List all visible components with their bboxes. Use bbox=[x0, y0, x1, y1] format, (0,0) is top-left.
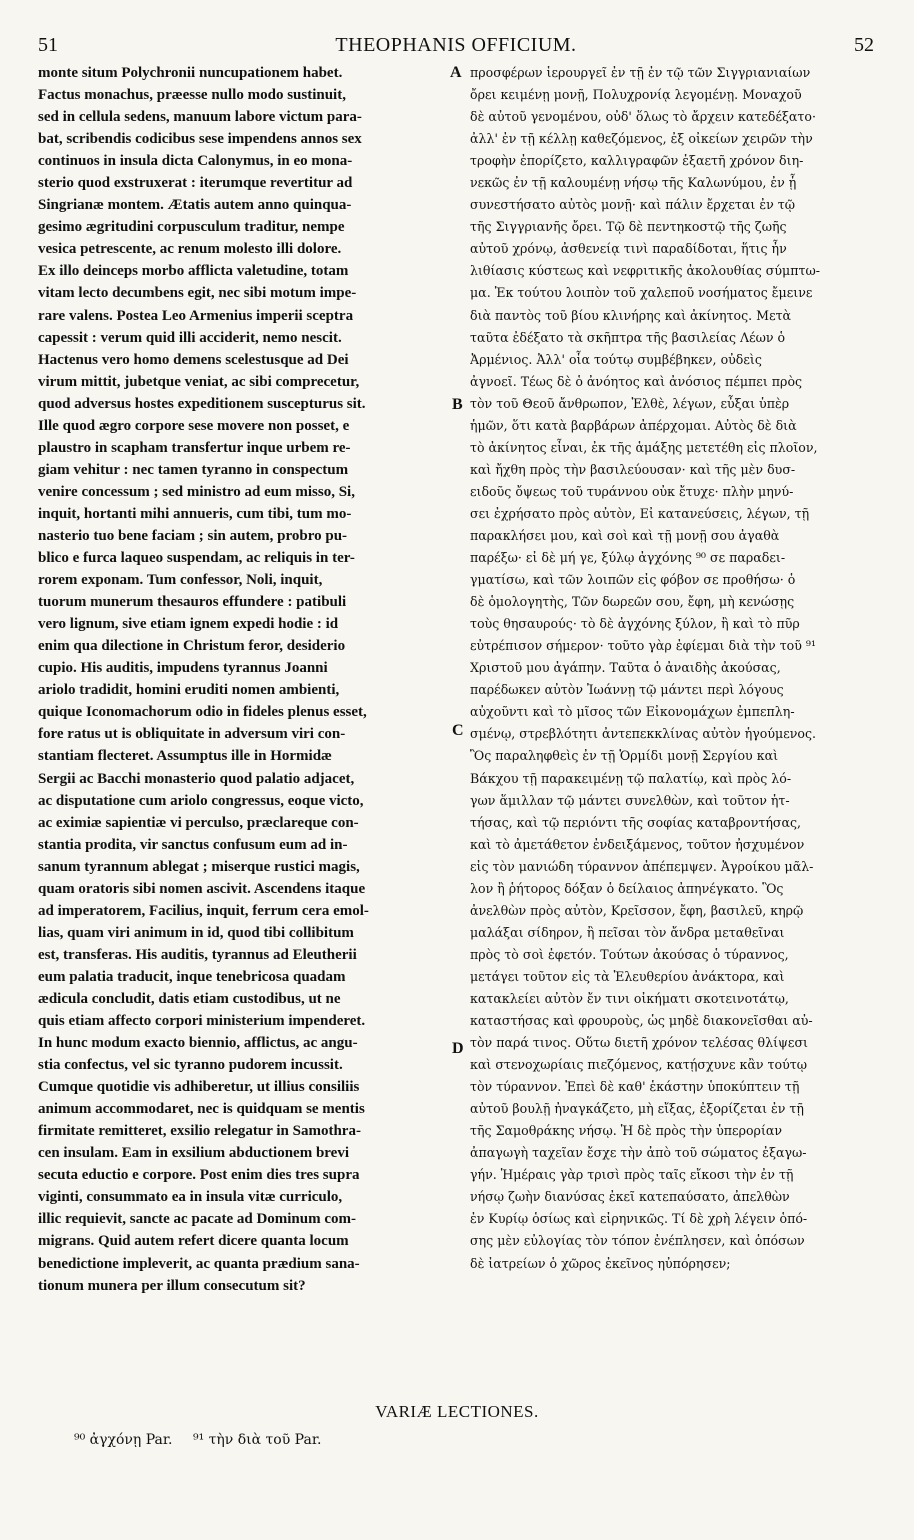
latin-text-line: sterio quod exstruxerat : iterumque revertitur ad bbox=[38, 175, 353, 192]
greek-text-line: τὸν τοῦ Θεοῦ ἄνθρωπον, Ἐλθὲ, λέγων, εὖξαι ὑπὲρ bbox=[470, 395, 790, 411]
latin-text-line: vero lignum, sive etiam ignem expedi hodie : id bbox=[38, 616, 339, 633]
greek-text-line: πρὸς τὸ σοὶ ἐφετόν. Τούτων ἀκούσας ὁ τύραννος, bbox=[470, 946, 789, 962]
latin-text-line: stantia prodita, vir sanctus confusum eum ad in- bbox=[38, 836, 348, 853]
latin-text-line: quis etiam affecto corpori ministerium impenderet. bbox=[38, 1013, 366, 1030]
greek-text-line: σης μὲν εὐλογίας τὸν τόπον ἐνέπλησεν, καὶ ὁπόσων bbox=[470, 1233, 805, 1249]
latin-text-line: virum mittit, jubetque veniat, ac sibi comprecetur, bbox=[38, 373, 360, 390]
greek-text-line: συνεστήσατο αὐτὸς μονῇ· καὶ πάλιν ἔρχεται ἐν τῷ bbox=[470, 197, 795, 213]
latin-text-line: gesimo ægritudini corpusculum traditur, nempe bbox=[38, 219, 345, 236]
latin-text-line: lias, quam viri animum in id, quod tibi collibitum bbox=[38, 924, 354, 941]
latin-text-line: venire concessum ; sed ministro ad eum misso, Si, bbox=[38, 483, 355, 500]
greek-text-line: νήσῳ ζωὴν διανύσας ἐκεῖ κατεπαύσατο, ἀπελθὼν bbox=[470, 1189, 790, 1205]
greek-text-line: λιθίασις κύστεως καὶ νεφριτικῆς ἀκολουθίας σύμπτω- bbox=[470, 263, 820, 279]
greek-text-line: ἐν Κυρίῳ ὁσίως καὶ εἰρηνικῶς. Τί δὲ χρὴ λέγειν ὁπό- bbox=[470, 1211, 808, 1227]
greek-text-line: παρακλήσει μου, καὶ σοὶ καὶ τῇ μονῇ σου ἀγαθὰ bbox=[470, 527, 780, 543]
variae-lectiones-heading: VARIÆ LECTIONES. bbox=[375, 1402, 539, 1421]
greek-text-line: τοὺς θησαυρούς· τὸ δὲ ἀγχόνης ξύλον, ἢ καὶ τὸ πῦρ bbox=[470, 616, 800, 632]
footnotes bbox=[74, 1432, 337, 1448]
greek-text-line: Βάκχου τῇ παρακειμένῃ τῷ παλατίῳ, καὶ πρὸς λό- bbox=[470, 770, 792, 786]
latin-text-line: bat, scribendis codicibus sese impendens annos sex bbox=[38, 131, 362, 148]
latin-text-line: plaustro in scapham transfertur inque urbem re- bbox=[38, 439, 351, 456]
greek-text-line: τῆς Σιγγριανῆς ὄρει. Τῷ δὲ πεντηκοστῷ τῆς ζωῆς bbox=[470, 219, 787, 235]
greek-text-line: Χριστοῦ μου ἀγάπην. Ταῦτα ὁ ἀναιδὴς ἀκούσας, bbox=[470, 660, 781, 676]
greek-text-line: ἀπαγωγὴ ταχεῖαν ἔσχε τὴν ἀπὸ τοῦ σώματος ἐξαγω- bbox=[470, 1145, 807, 1161]
greek-text-line: Ὃς παραληφθεὶς ἐν τῇ Ὁρμίδι μονῇ Σεργίου καὶ bbox=[470, 748, 779, 764]
greek-text-line: σμένῳ, στρεβλότητι ἀντεπεκκλίνας αὐτὸν ἡγούμενος. bbox=[470, 726, 817, 742]
latin-text-line: giam vehitur : nec tamen tyranno in conspectum bbox=[38, 461, 349, 478]
greek-text-line: παρέδωκεν αὐτὸν Ἰωάννῃ τῷ μάντει περὶ λόγους bbox=[470, 682, 784, 698]
margin-marker-d: D bbox=[452, 1040, 464, 1057]
greek-text-line: λον ἢ ῥήτορος δόξαν ὁ δείλαιος ἀπηνέγκατο. Ὃς bbox=[470, 880, 784, 896]
greek-text-line: τήσας, καὶ τῷ περιόντι τῆς σοφίας καταβροντήσας, bbox=[470, 814, 802, 830]
latin-text-line: monte situm Polychronii nuncupationem habet. bbox=[38, 65, 343, 81]
greek-text-line: γήν. Ἡμέραις γὰρ τρισὶ πρὸς ταῖς εἴκοσι τὴν ἐν τῇ bbox=[470, 1167, 794, 1183]
latin-text-line: quique Iconomachorum odio in fideles plenus esset, bbox=[38, 704, 367, 721]
greek-text-line: νεκῶς ἐν τῇ καλουμένῃ νήσῳ τῆς Καλωνύμου, ἐν ᾗ bbox=[470, 175, 797, 191]
latin-text-line: ac eximiæ sapientiæ vi perculso, præclareque con- bbox=[38, 814, 359, 831]
latin-text-line: illic requievit, sancte ac pacate ad Dominum com- bbox=[38, 1211, 357, 1228]
latin-text-line: In hunc modum exacto biennio, afflictus, ac angu- bbox=[38, 1035, 358, 1052]
latin-text-line: stantiam flecteret. Assumptus ille in Hormidæ bbox=[38, 748, 332, 765]
greek-text-line: τῆς Σαμοθράκης νήσῳ. Ἡ δὲ πρὸς τὴν ὑπερορίαν bbox=[470, 1123, 783, 1139]
footnote-91: ⁹¹ τὴν διὰ τοῦ Par. bbox=[192, 1432, 322, 1448]
latin-text-line: Cumque quotidie vis adhiberetur, ut illius consiliis bbox=[38, 1079, 360, 1096]
latin-text-line: Hactenus vero homo demens scelestusque ad Dei bbox=[38, 351, 349, 368]
latin-column bbox=[38, 62, 450, 1297]
greek-text-line: Ἀρμένιος. Ἀλλ' οἷα τούτῳ συμβέβηκεν, οὐδεὶς bbox=[470, 351, 762, 367]
latin-text-line: ac disputatione cum ariolo congressus, eoque victo, bbox=[38, 792, 364, 809]
greek-text-line: γων ἅμιλλαν τῷ μάντει συνελθὼν, καὶ τοῦτον ἡτ- bbox=[470, 792, 790, 808]
latin-text-line: capessit : verum quid illi acciderit, nemo nescit. bbox=[38, 329, 342, 346]
latin-text-line: rare valens. Postea Leo Armenius imperii sceptra bbox=[38, 307, 354, 324]
greek-text-line: καὶ τὸ ἀμετάθετον ἐνδειξάμενος, τοῦτον ἠσχυμένον bbox=[470, 836, 805, 852]
greek-text-line: τὸν τύραννον. Ἐπεὶ δὲ καθ' ἑκάστην ὑποκύπτειν τῇ bbox=[470, 1079, 800, 1095]
latin-text-line: cupio. His auditis, impudens tyrannus Joanni bbox=[38, 660, 328, 677]
greek-text-line: μετάγει τοῦτον εἰς τὰ Ἐλευθερίου ἀνάκτορα, καὶ bbox=[470, 968, 785, 984]
latin-text-line: Ille quod ægro corpore sese movere non posset, e bbox=[38, 417, 350, 434]
latin-text-line: vesica petrescente, ac renum molesto illi dolore. bbox=[38, 241, 342, 258]
greek-text-line: καταστήσας καὶ φρουροὺς, ὡς μηδὲ διακονεῖσθαι αὐ- bbox=[470, 1013, 813, 1029]
latin-text-line: tionum munera per illum consecutum sit? bbox=[38, 1277, 306, 1294]
margin-marker-b: B bbox=[452, 396, 463, 413]
greek-text-line: σει ἐχρήσατο πρὸς αὐτὸν, Εἰ κατανεύσεις, λέγων, τῇ bbox=[470, 505, 810, 521]
latin-text-line: inquit, hortanti mihi annueris, cum tibi, tum mo- bbox=[38, 505, 352, 522]
greek-column bbox=[470, 62, 880, 1275]
greek-text-line: προσφέρων ἱερουργεῖ ἐν τῇ ἐν τῷ τῶν Σιγγριανιαίων bbox=[470, 65, 811, 80]
latin-text-line: viginti, consummato ea in insula vitæ curriculo, bbox=[38, 1189, 343, 1206]
latin-text-line: nasterio tuo bene faciam ; sin autem, probro pu- bbox=[38, 527, 348, 544]
greek-text-line: μα. Ἐκ τούτου λοιπὸν τοῦ χαλεποῦ νοσήματος ἔμεινε bbox=[470, 285, 813, 301]
latin-text-line: Singrianæ montem. Ætatis autem anno quinqua- bbox=[38, 197, 352, 214]
greek-text-line: μαλάξαι σίδηρον, ἢ πεῖσαι τὸν ἄνδρα μεταθεῖναι bbox=[470, 924, 785, 940]
greek-text-line: ειδοῦς ὄψεως τοῦ τυράννου οὐκ ἔτυχε· πλὴν μηνύ- bbox=[470, 483, 794, 499]
latin-text-line: eum palatia traducit, inque tenebricosa quadam bbox=[38, 968, 346, 985]
latin-text-line: ad imperatorem, Facilius, inquit, ferrum cera emol- bbox=[38, 902, 369, 919]
greek-text-line: καὶ ἤχθη πρὸς τὴν βασιλεύουσαν· καὶ τῆς μὲν δυσ- bbox=[470, 461, 796, 477]
latin-text-line: continuos in insula dicta Calonymus, in eo mona- bbox=[38, 153, 353, 170]
latin-text-line: animum accommodaret, nec is quidquam se mentis bbox=[38, 1101, 365, 1118]
latin-text-line: est, transferas. His auditis, tyrannus ad Eleutherii bbox=[38, 946, 357, 963]
latin-text-line: fore ratus ut is obliquitate in adversum viri con- bbox=[38, 726, 346, 743]
greek-text-line: εὐτρέπισον σήμερον· τοῦτο γὰρ ἐφίεμαι διὰ τὴν τοῦ ⁹¹ bbox=[470, 638, 816, 654]
greek-text-line: ὄρει κειμένῃ μονῇ, Πολυχρονίᾳ λεγομένῃ. Μοναχοῦ bbox=[470, 87, 802, 103]
latin-text-line: stia confectus, vel sic tyranno pudorem incussit. bbox=[38, 1057, 343, 1074]
greek-text-line: κατακλείει αὐτὸν ἔν τινι οἰκήματι σκοτεινοτάτῳ, bbox=[470, 990, 789, 1006]
latin-text-line: vitam lecto decumbens egit, nec sibi motum impe- bbox=[38, 285, 357, 302]
latin-text-line: quod adversus hostes expeditionem suscepturus sit. bbox=[38, 395, 366, 412]
latin-text-line: sed in cellula sedens, manuum labore victum para- bbox=[38, 109, 362, 126]
latin-text-line: benedictione impleverit, ac quanta prædium sana- bbox=[38, 1255, 360, 1272]
running-header bbox=[38, 34, 874, 60]
greek-text-line: αὐχοῦντι καὶ τὸ μῖσος τῶν Εἰκονομάχων ἐμπεπλη- bbox=[470, 704, 795, 720]
greek-text-line: δὲ ἰατρείων ὁ χῶρος ἐκεῖνος ηὐπόρησεν; bbox=[470, 1255, 731, 1271]
greek-text-line: δὲ αὐτοῦ γενομένου, οὐδ' ὅλως τὸ ἄρχειν κατεδέξατο· bbox=[470, 109, 816, 125]
latin-text-line: Sergii ac Bacchi monasterio quod palatio adjacet, bbox=[38, 770, 355, 787]
greek-text-line: παρέξω· εἰ δὲ μή γε, ξύλῳ ἀγχόνης ⁹⁰ σε παραδει- bbox=[470, 550, 786, 566]
greek-text-line: ἡμῶν, ὅτι κατὰ βαρβάρων ἀπέρχομαι. Αὐτὸς δὲ διὰ bbox=[470, 417, 797, 433]
latin-text-line: sanum tyrannum ablegat ; miserque rustici magis, bbox=[38, 858, 360, 875]
greek-text-line: αὐτοῦ βουλῇ ἠναγκάζετο, μὴ εἴξας, ἐξορίζεται ἐν τῇ bbox=[470, 1101, 804, 1117]
latin-text-line: Ex illo deinceps morbo afflicta valetudine, totam bbox=[38, 263, 349, 280]
latin-text-line: firmitate remitteret, exsilio relegatur in Samothra- bbox=[38, 1123, 361, 1140]
greek-text-line: ἀγνοεῖ. Τέως δὲ ὁ ἀνόητος καὶ ἀνόσιος πέμπει πρὸς bbox=[470, 373, 803, 389]
greek-text-line: γματίσω, καὶ τῶν λοιπῶν εἰς φόβον σε προθήσω· ὁ bbox=[470, 572, 796, 588]
greek-text-line: ταῦτα ἐδέξατο τὰ σκῆπτρα τῆς βασιλείας Λέων ὁ bbox=[470, 329, 786, 345]
latin-text-line: cen insulam. Eam in exsilium abductionem brevi bbox=[38, 1145, 350, 1162]
greek-text-line: διὰ παντὸς τοῦ βίου κλινήρης καὶ ἀκίνητος. Μετὰ bbox=[470, 307, 792, 323]
page-title: THEOPHANIS OFFICIUM. bbox=[335, 34, 577, 56]
greek-text-line: ἀλλ' ἐν τῇ κέλλῃ καθεζόμενος, ἐξ οἰκείων χειρῶν τὴν bbox=[470, 131, 813, 147]
latin-text-line: migrans. Quid autem refert dicere quanta locum bbox=[38, 1233, 349, 1250]
latin-text-line: tuorum munerum thesauros effundere : patibuli bbox=[38, 594, 347, 611]
footnote-90: ⁹⁰ ἀγχόνῃ Par. bbox=[74, 1432, 173, 1448]
latin-text-line: Factus monachus, præesse nullo modo sustinuit, bbox=[38, 87, 346, 104]
latin-text-line: rorem exponam. Tum confessor, Noli, inquit, bbox=[38, 572, 323, 589]
latin-text-line: ædicula concludit, datis etiam custodibus, ut ne bbox=[38, 990, 341, 1007]
greek-text-line: αὐτοῦ χρόνῳ, ἀσθενείᾳ τινὶ παραδίδοται, ἥτις ἦν bbox=[470, 241, 787, 257]
latin-text-line: secuta eductio e corpore. Post enim dies tres supra bbox=[38, 1167, 360, 1184]
latin-text-line: ariolo tradidit, homini eruditi nomen ambienti, bbox=[38, 682, 340, 699]
latin-text-line: blico e furca laqueo suspendam, ac reliquis in ter- bbox=[38, 550, 355, 567]
greek-text-line: δὲ ὁμολογητὴς, Τῶν δωρεῶν σου, ἔφη, μὴ κενώσῃς bbox=[470, 594, 795, 610]
greek-text-line: εἰς τὸν μανιώδη τύραννον ἀπέπεμψεν. Ἀγροίκου μᾶλ- bbox=[470, 858, 814, 874]
greek-text-line: τροφὴν ἐπορίζετο, καλλιγραφῶν ἑξαετῆ χρόνον διη- bbox=[470, 153, 804, 169]
greek-text-line: καὶ στενοχωρίαις πιεζόμενος, κατῄσχυνε κἂν τούτῳ bbox=[470, 1057, 807, 1073]
page-number-left: 51 bbox=[38, 34, 58, 56]
margin-marker-c: C bbox=[452, 722, 464, 739]
greek-text-line: τὸν παρά τινος. Οὕτω διετῆ χρόνον τελέσας θλίψεσι bbox=[470, 1035, 808, 1051]
page-number-right: 52 bbox=[854, 34, 874, 56]
latin-text-line: quam oratoris sibi nomen ascivit. Ascendens itaque bbox=[38, 880, 366, 897]
greek-text-line: ἀνελθὼν πρὸς αὐτὸν, Κρεῖσσον, ἔφη, βασιλεῦ, κηρῷ bbox=[470, 902, 804, 918]
margin-marker-a: A bbox=[450, 64, 462, 81]
latin-text-line: enim qua dilectione in Christum feror, desiderio bbox=[38, 638, 346, 655]
greek-text-line: τὸ ἀκίνητος εἶναι, ἐκ τῆς ἁμάξης μετετέθη εἰς πλοῖον, bbox=[470, 439, 818, 455]
